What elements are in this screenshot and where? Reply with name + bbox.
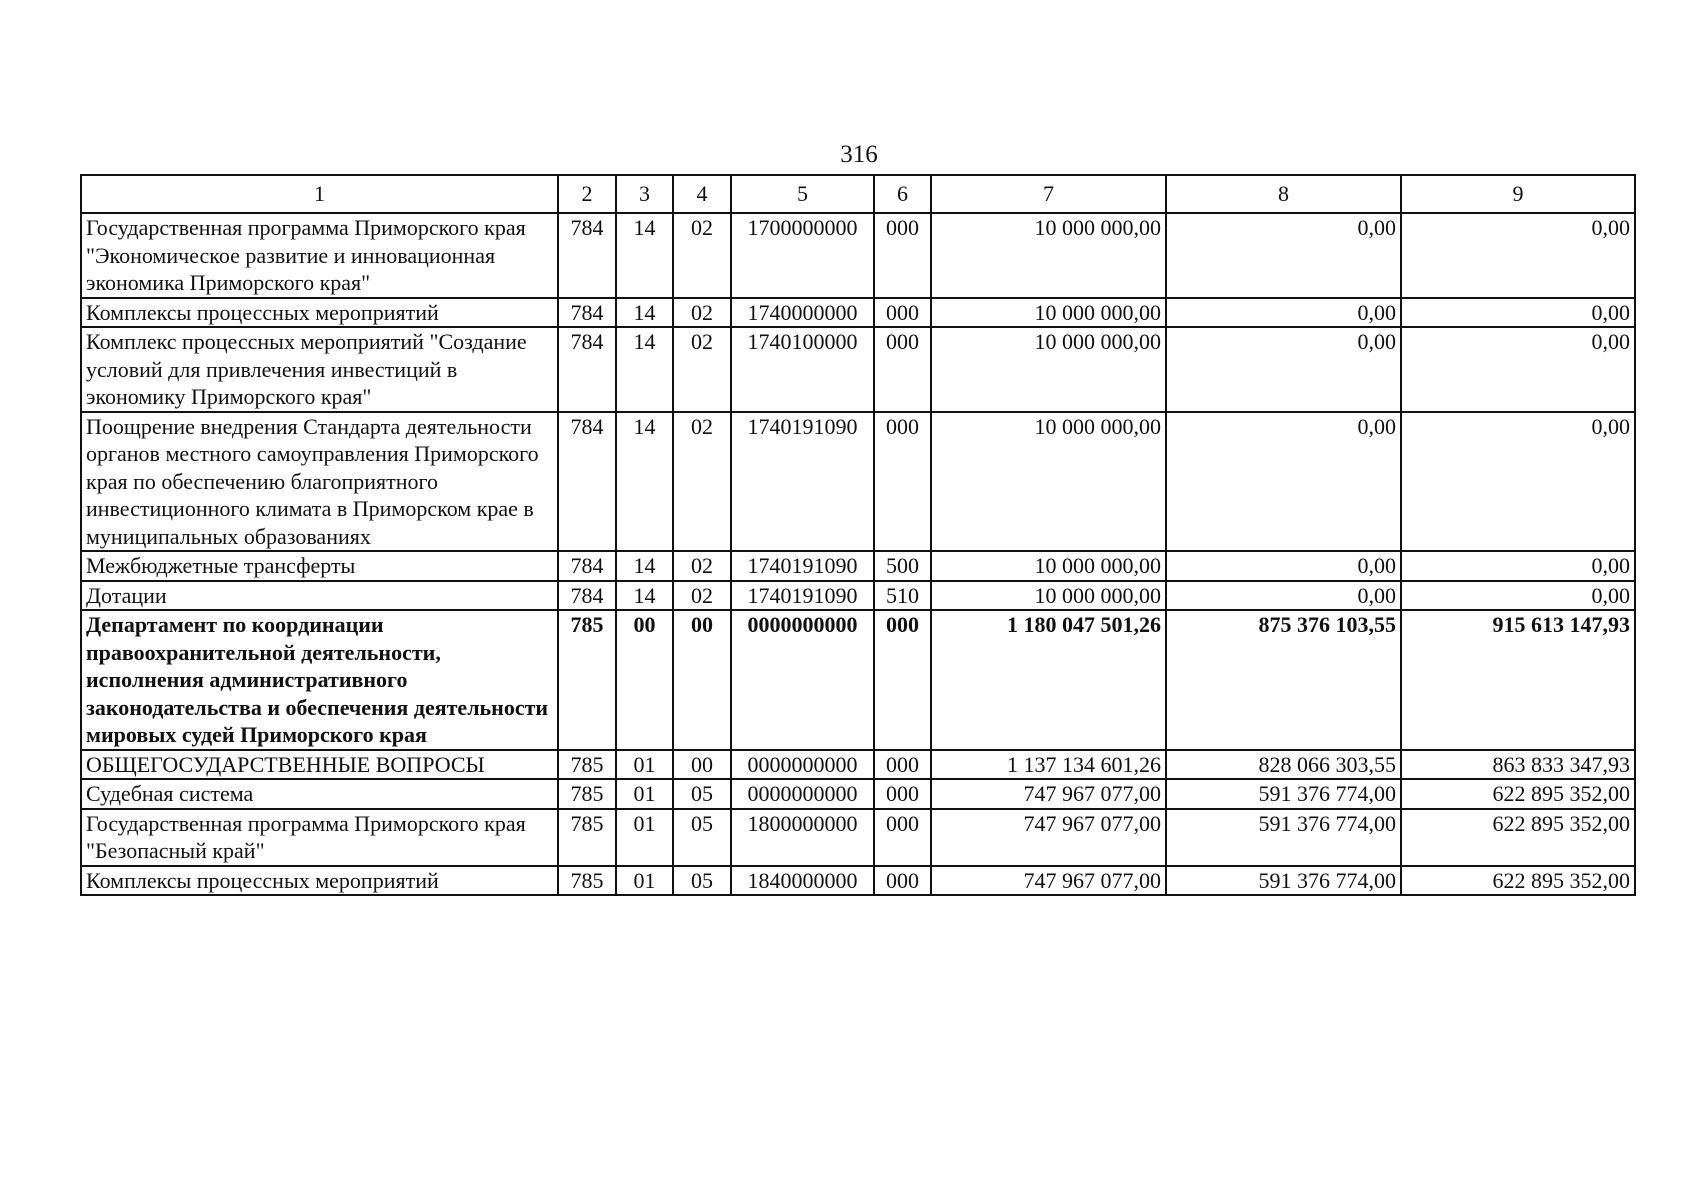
table-row: [81, 551, 1635, 581]
code-col-5: 0000000000: [731, 610, 874, 750]
amount-col-9: 622 895 352,00: [1401, 809, 1635, 866]
amount-col-7: 1 180 047 501,26: [931, 610, 1166, 750]
code-col-4: 02: [673, 412, 731, 552]
amount-col-8: 0,00: [1166, 213, 1401, 298]
budget-table: [80, 174, 1636, 896]
table-row: [81, 581, 1635, 611]
code-col-6: 000: [874, 750, 931, 780]
code-col-5: 1740191090: [731, 551, 874, 581]
column-header: 7: [931, 175, 1166, 213]
code-col-5: 0000000000: [731, 750, 874, 780]
row-name: ОБЩЕГОСУДАРСТВЕННЫЕ ВОПРОСЫ: [81, 750, 558, 780]
amount-col-7: 10 000 000,00: [931, 213, 1166, 298]
amount-col-8: 0,00: [1166, 327, 1401, 412]
column-header: 6: [874, 175, 931, 213]
amount-col-8: 0,00: [1166, 412, 1401, 552]
amount-col-9: 0,00: [1401, 581, 1635, 611]
code-col-4: 02: [673, 298, 731, 328]
row-name: Дотации: [81, 581, 558, 611]
table-row: [81, 213, 1635, 298]
code-col-3: 01: [616, 779, 673, 809]
code-col-2: 785: [558, 750, 616, 780]
code-col-2: 784: [558, 327, 616, 412]
column-header: 8: [1166, 175, 1401, 213]
amount-col-9: 863 833 347,93: [1401, 750, 1635, 780]
code-col-4: 00: [673, 610, 731, 750]
code-col-3: 14: [616, 581, 673, 611]
amount-col-8: 591 376 774,00: [1166, 779, 1401, 809]
row-name: Комплексы процессных мероприятий: [81, 866, 558, 896]
amount-col-8: 0,00: [1166, 298, 1401, 328]
page-number: 316: [840, 141, 878, 168]
column-header: 5: [731, 175, 874, 213]
code-col-6: 510: [874, 581, 931, 611]
code-col-5: 1740100000: [731, 327, 874, 412]
amount-col-9: 0,00: [1401, 213, 1635, 298]
amount-col-8: 875 376 103,55: [1166, 610, 1401, 750]
code-col-3: 00: [616, 610, 673, 750]
code-col-2: 785: [558, 779, 616, 809]
code-col-6: 500: [874, 551, 931, 581]
amount-col-9: 0,00: [1401, 298, 1635, 328]
code-col-2: 784: [558, 213, 616, 298]
code-col-4: 05: [673, 779, 731, 809]
code-col-2: 785: [558, 809, 616, 866]
amount-col-7: 1 137 134 601,26: [931, 750, 1166, 780]
code-col-4: 05: [673, 809, 731, 866]
code-col-2: 784: [558, 581, 616, 611]
code-col-6: 000: [874, 866, 931, 896]
code-col-5: 1840000000: [731, 866, 874, 896]
code-col-5: 1700000000: [731, 213, 874, 298]
code-col-3: 01: [616, 809, 673, 866]
code-col-4: 02: [673, 327, 731, 412]
amount-col-9: 915 613 147,93: [1401, 610, 1635, 750]
code-col-2: 785: [558, 610, 616, 750]
code-col-6: 000: [874, 327, 931, 412]
code-col-5: 0000000000: [731, 779, 874, 809]
row-name: Поощрение внедрения Стандарта деятельности органов местного самоуправления Приморского края по обеспечению благоприятного инвестиционного климата в Приморском крае в муниципальных образованиях: [81, 412, 558, 552]
code-col-4: 02: [673, 551, 731, 581]
code-col-3: 01: [616, 866, 673, 896]
amount-col-8: 0,00: [1166, 551, 1401, 581]
code-col-2: 784: [558, 412, 616, 552]
code-col-6: 000: [874, 779, 931, 809]
amount-col-8: 0,00: [1166, 581, 1401, 611]
code-col-2: 785: [558, 866, 616, 896]
amount-col-7: 10 000 000,00: [931, 327, 1166, 412]
amount-col-7: 10 000 000,00: [931, 551, 1166, 581]
column-header: 4: [673, 175, 731, 213]
code-col-4: 05: [673, 866, 731, 896]
column-header: 3: [616, 175, 673, 213]
row-name: Государственная программа Приморского края "Экономическое развитие и инновационная экономика Приморского края": [81, 213, 558, 298]
amount-col-9: 0,00: [1401, 327, 1635, 412]
amount-col-8: 591 376 774,00: [1166, 866, 1401, 896]
table-row: [81, 327, 1635, 412]
code-col-4: 00: [673, 750, 731, 780]
row-name: Государственная программа Приморского края "Безопасный край": [81, 809, 558, 866]
code-col-3: 14: [616, 213, 673, 298]
code-col-3: 14: [616, 551, 673, 581]
amount-col-7: 10 000 000,00: [931, 581, 1166, 611]
code-col-5: 1740191090: [731, 581, 874, 611]
column-header: 9: [1401, 175, 1635, 213]
code-col-2: 784: [558, 298, 616, 328]
row-name: Судебная система: [81, 779, 558, 809]
amount-col-9: 622 895 352,00: [1401, 779, 1635, 809]
code-col-3: 14: [616, 327, 673, 412]
code-col-3: 14: [616, 298, 673, 328]
code-col-3: 14: [616, 412, 673, 552]
header-row: [81, 175, 1635, 213]
table-row: [81, 809, 1635, 866]
amount-col-7: 747 967 077,00: [931, 866, 1166, 896]
table-row-department: [81, 610, 1635, 750]
amount-col-9: 622 895 352,00: [1401, 866, 1635, 896]
code-col-6: 000: [874, 809, 931, 866]
table-row: [81, 750, 1635, 780]
code-col-6: 000: [874, 298, 931, 328]
amount-col-7: 10 000 000,00: [931, 412, 1166, 552]
row-name: Комплекс процессных мероприятий "Создание условий для привлечения инвестиций в экономику Приморского края": [81, 327, 558, 412]
amount-col-7: 747 967 077,00: [931, 809, 1166, 866]
column-header: 1: [81, 175, 558, 213]
amount-col-9: 0,00: [1401, 412, 1635, 552]
code-col-4: 02: [673, 581, 731, 611]
code-col-6: 000: [874, 412, 931, 552]
code-col-4: 02: [673, 213, 731, 298]
table-row: [81, 779, 1635, 809]
amount-col-8: 828 066 303,55: [1166, 750, 1401, 780]
amount-col-9: 0,00: [1401, 551, 1635, 581]
code-col-5: 1740000000: [731, 298, 874, 328]
code-col-5: 1740191090: [731, 412, 874, 552]
code-col-6: 000: [874, 213, 931, 298]
row-name: Межбюджетные трансферты: [81, 551, 558, 581]
amount-col-7: 10 000 000,00: [931, 298, 1166, 328]
amount-col-7: 747 967 077,00: [931, 779, 1166, 809]
code-col-6: 000: [874, 610, 931, 750]
row-name: Департамент по координации правоохранительной деятельности, исполнения административного законодательства и обеспечения деятельности мировых судей Приморского края: [81, 610, 558, 750]
code-col-2: 784: [558, 551, 616, 581]
amount-col-8: 591 376 774,00: [1166, 809, 1401, 866]
code-col-3: 01: [616, 750, 673, 780]
row-name: Комплексы процессных мероприятий: [81, 298, 558, 328]
table-row: [81, 298, 1635, 328]
table-row: [81, 866, 1635, 896]
table-row: [81, 412, 1635, 552]
column-header: 2: [558, 175, 616, 213]
code-col-5: 1800000000: [731, 809, 874, 866]
